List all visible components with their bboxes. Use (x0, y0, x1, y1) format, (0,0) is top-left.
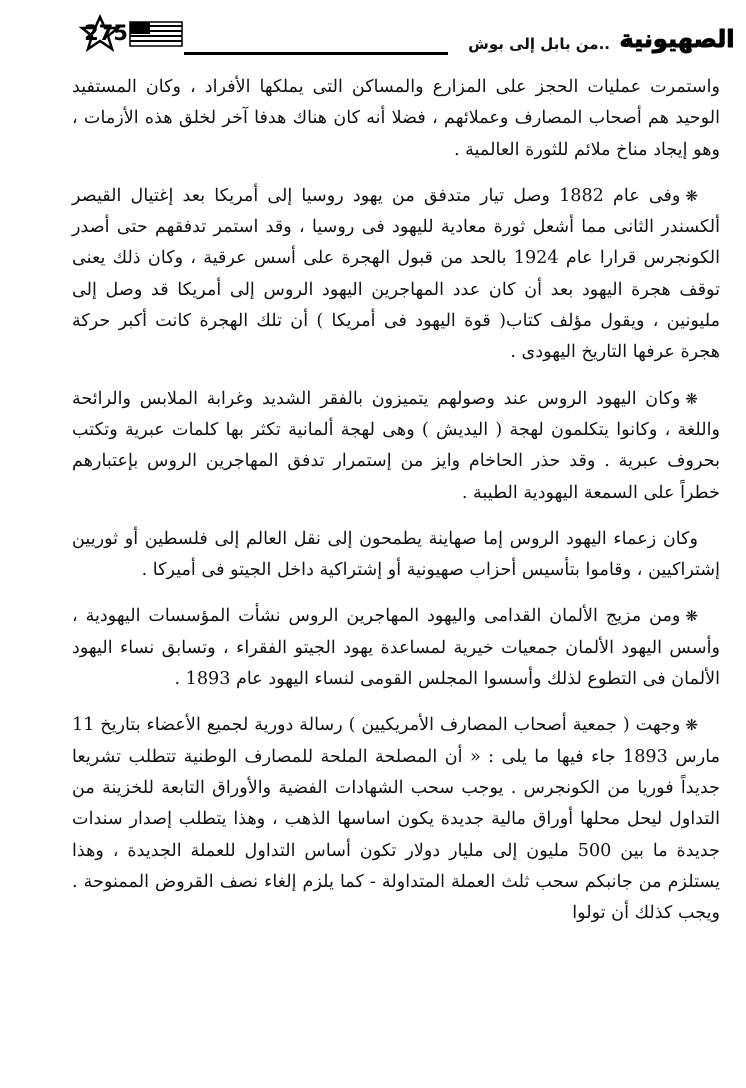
paragraph-6-text: وجهت ( جمعية أصحاب المصارف الأمريكيين ) رسالة دورية لجميع الأعضاء بتاريخ 11 مارس 1893 جاء فيها ما يلى : « أن المصلحة الملحة للمصارف الوطنية تتطلب تشريعا جديداً فوريا من الكونجرس . يوجب سحب الشهادات الفضية والأوراق التابعة للخزينة من التداول ليحل محلها أوراق مالية جديدة يكون اساسها الذهب ، وهذا يتطلب إصدار سندات جديدة ما بين 500 مليون إلى مليار دولار تكون أساس التداول للعملة الجديدة ، وهذا يستلزم من جانبكم سحب ثلث العملة المتداولة - كما يلزم إلغاء نصف القروض الممنوحة . ويجب كذلك أن تولوا (72, 715, 720, 924)
paragraph-1-text: واستمرت عمليات الحجز على المزارع والمساكن التى يملكها الأفراد ، وكان المستفيد الوحيد هم أصحاب المصارف وعملائهم ، فضلا أنه كان هناك هدفا آخر لخلق هذه الأزمات ، وهو إيجاد مناخ ملائم للثورة العالمية . (72, 77, 720, 160)
body-text (72, 72, 720, 929)
paragraph-2-text: وفى عام 1882 وصل تيار متدفق من يهود روسيا إلى أمريكا بعد إغتيال القيصر ألكسندر الثانى مما أشعل ثورة معادية لليهود فى روسيا ، وقد استمر تدفقهم حتى أصدر الكونجرس قرارا عام 1924 بالحد من قبول الهجرة على أسس عرقية ، وكان ذلك يعنى توقف هجرة اليهود بعد أن كان عدد المهاجرين اليهود الروس إلى أمريكا قد وصل إلى مليونين ، ويقول مؤلف كتاب( قوة اليهود فى أمريكا ) أن تلك الهجرة كانت أكبر حركة هجرة عرفها التاريخ اليهودى . (72, 185, 720, 363)
bullet-star-icon: ❋ (685, 716, 698, 735)
bullet-star-icon: ❋ (685, 607, 698, 626)
book-title: الصهيونية (619, 25, 735, 53)
paragraph-5-text: ومن مزيج الألمان القدامى واليهود المهاجرين الروس نشأت المؤسسات اليهودية ، وأسس اليهود الألمان جمعيات خيرية لمساعدة يهود الجيتو الفقراء ، وتسابق نساء اليهود الألمان فى التطوع لذلك وأسسوا المجلس القومى لنساء اليهود عام 1893 . (72, 606, 720, 690)
bullet-star-icon: ❋ (685, 389, 698, 408)
paragraph-3-text: وكان اليهود الروس عند وصولهم يتميزون بالفقر الشديد وغرابة الملابس والرائحة واللغة ، وكانوا يتكلمون لهجة ( اليديش ) وهى لهجة ألمانية تكثر بها كلمات عبرية وتكتب بحروف عبرية . وقد حذر الحاخام وايز من إستمرار تدفق المهاجرين الروس بإعتبارهم خطراً على السمعة اليهودية الطيبة . (72, 388, 720, 503)
paragraph-4-text: وكان زعماء اليهود الروس إما صهاينة يطمحون إلى نقل العالم إلى فلسطين أو ثوريين إشتراكيين ، وقاموا بتأسيس أحزاب صهيونية أو إشتراكية داخل الجيتو فى أميركا . (72, 528, 720, 581)
paragraph-5 (72, 601, 720, 695)
paragraph-6 (72, 710, 720, 929)
running-title: ..من بابل إلى بوش (468, 35, 610, 53)
paragraph-4 (72, 524, 720, 587)
paragraph-2 (72, 181, 720, 369)
page-header (0, 0, 746, 70)
bullet-star-icon: ❋ (685, 186, 698, 205)
page-number: 275 (84, 21, 128, 45)
header-rule (184, 52, 448, 55)
paragraph-1 (72, 72, 720, 166)
paragraph-3 (72, 384, 720, 509)
